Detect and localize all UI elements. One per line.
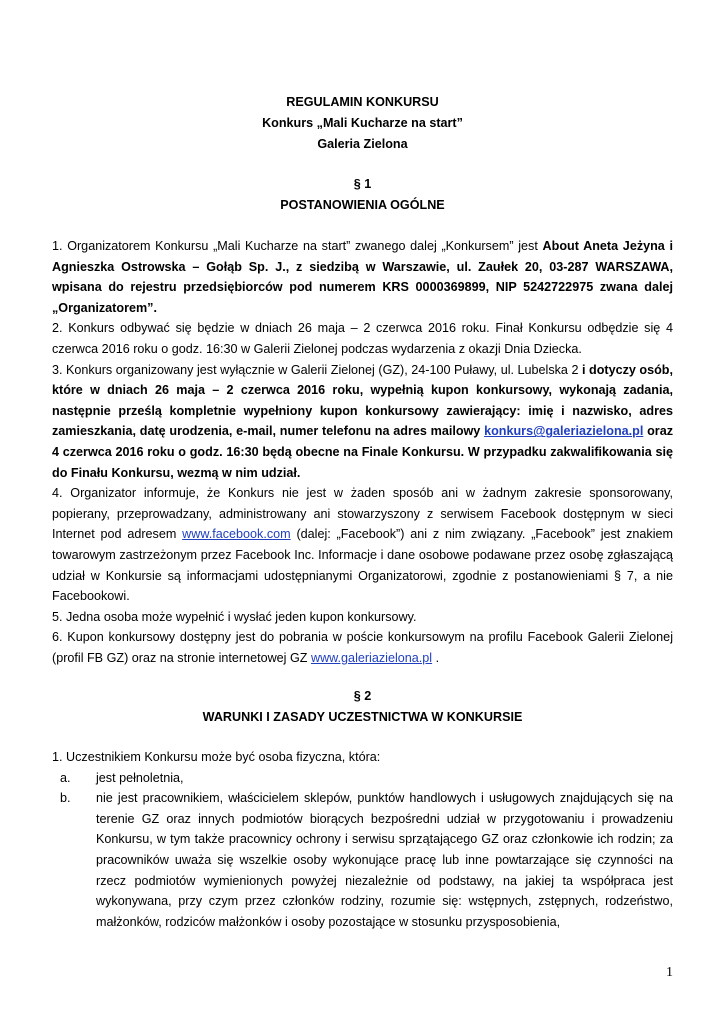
paragraph-3-text: 3. Konkurs organizowany jest wyłącznie w Galerii Zielonej (GZ), 24-100 Puławy, ul. Lubelska 2: [52, 362, 582, 377]
section-2-number: § 2: [353, 689, 372, 703]
section-2-paragraph-1: 1. Uczestnikiem Konkursu może być osoba fizyczna, która:: [52, 750, 381, 764]
paragraph-3: [52, 360, 673, 484]
section-1-heading: [0, 174, 725, 216]
list-item-a: [52, 768, 673, 789]
paragraph-6-end: .: [432, 650, 440, 665]
section-2-title: WARUNKI I ZASADY UCZESTNICTWA W KONKURSIE: [202, 710, 523, 724]
organizer-details: About Aneta Jeżyna i Agnieszka Ostrowska – Gołąb Sp. J., z siedzibą w Warszawie, ul. Zaułek 20, 03-287 WARSZAWA, wpisana do rejestru przedsiębiorców pod numerem KRS 0000369899, NIP 5242722975 zwana dalej „Organizatorem”.: [52, 239, 674, 315]
page-number: 1: [666, 965, 673, 980]
galeria-website-link[interactable]: www.galeriazielona.pl: [310, 650, 433, 665]
document-header: [0, 92, 725, 155]
paragraph-1-text: 1. Organizatorem Konkursu „Mali Kucharze na start” zwanego dalej „Konkursem” jest: [52, 239, 543, 253]
regulation-title: REGULAMIN KONKURSU: [286, 95, 439, 109]
paragraph-3-bold: i dotyczy osób, które w dniach 26 maja – 2 czerwca 2016 roku, wypełnią kupon konkursowy, wykonają zadania, następnie prześlą kompletnie wypełniony kupon konkursowy zawierający: imię i nazwisko, adres zamieszkania, datę urodzenia, e-mail, numer telefonu na adres mailowy: [52, 362, 673, 439]
list-item-b-text: nie jest pracownikiem, właścicielem sklepów, punktów handlowych i usługowych znajdujących się na terenie GZ oraz innych podmiotów biorących bezpośredni udział w przygotowaniu i prowadzeniu Konkursu, w tym także pracownicy ochrony i serwisu sprzątającego GZ oraz członkowie ich rodzin; za pracowników uważa się wszelkie osoby wykonujące pracę lub inne powtarzające się czynności na rzecz podmiotów wymienionych powyżej niezależnie od podstawy, na jakiej ta współpraca jest wykonywana, przy czym przez członków rodziny, rozumie się: wstępnych, zstępnych, rodzeństwo, małżonków, rodziców małżonków i osoby pozostające w stosunku przysposobienia,: [96, 791, 673, 929]
contest-name: Konkurs „Mali Kucharze na start”: [262, 116, 463, 130]
section-2-body: [52, 747, 673, 932]
paragraph-3-bold-end: oraz 4 czerwca 2016 roku o godz. 16:30 będą obecne na Finale Konkursu. W przypadku zakwalifikowania się do Finału Konkursu, wezmą w nim udział.: [52, 424, 673, 480]
venue-name: Galeria Zielona: [317, 137, 408, 151]
paragraph-6-text: 6. Kupon konkursowy dostępny jest do pobrania w poście konkursowym na profilu Facebook Galerii Zielonej (profil FB GZ) oraz na stronie internetowej GZ: [52, 630, 673, 665]
paragraph-1: [52, 236, 673, 318]
paragraph-4: [52, 483, 673, 607]
facebook-link[interactable]: www.facebook.com: [182, 527, 291, 542]
section-1-title: POSTANOWIENIA OGÓLNE: [280, 198, 445, 212]
paragraph-4-text-end: (dalej: „Facebook”) ani z nim związany. „Facebook” jest znakiem towarowym zastrzeżonym przez Facebook Inc. Informacje i dane osobowe podawane przez osobę zgłaszającą udział w Konkursie są informacjami udostępnianymi Organizatorowi, zgodnie z postanowieniami § 7, a nie Facebookowi.: [52, 527, 674, 604]
paragraph-5: 5. Jedna osoba może wypełnić i wysłać jeden kupon konkursowy.: [52, 609, 417, 624]
list-item-a-text: jest pełnoletnia,: [96, 770, 184, 785]
section-1-number: § 1: [353, 177, 372, 191]
paragraph-6: [52, 627, 673, 668]
list-marker-b: b.: [60, 791, 71, 806]
contest-email-link[interactable]: konkurs@galeriazielona.pl: [484, 424, 644, 439]
paragraph-4-text: 4. Organizator informuje, że Konkurs nie jest w żaden sposób ani w żadnym zakresie sponsorowany, popierany, przeprowadzany, administrowany ani stowarzyszony z serwisem Facebook dostępnym w sieci Internet pod adresem: [52, 486, 673, 542]
list-marker-a: a.: [60, 770, 71, 785]
section-1-body: [52, 236, 673, 668]
section-2-heading: [0, 686, 725, 728]
paragraph-2: 2. Konkurs odbywać się będzie w dniach 26 maja – 2 czerwca 2016 roku. Finał Konkursu odbędzie się 4 czerwca 2016 roku o godz. 16:30 w Galerii Zielonej podczas wydarzenia z okazji Dnia Dziecka.: [52, 321, 673, 356]
list-item-b: [52, 788, 673, 932]
